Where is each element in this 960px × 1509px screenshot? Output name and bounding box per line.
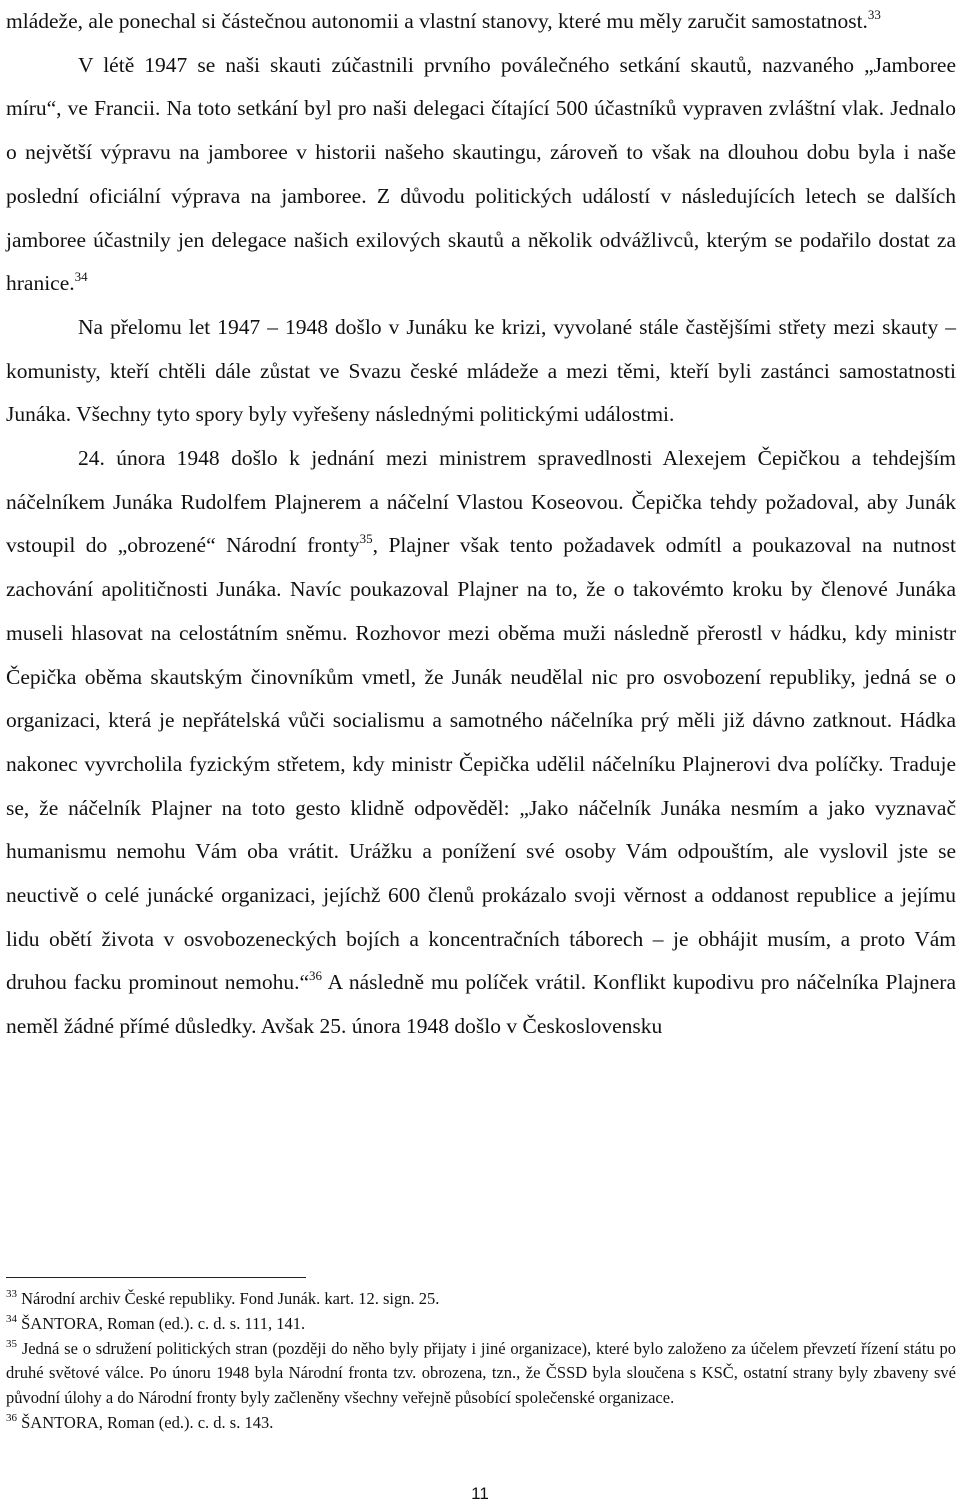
footnote-36: $^{36}$ ŠANTORA, Roman (ed.). c. d. s. 143. <box>6 1411 274 1432</box>
footnote-33: $^{33}$ Národní archiv České republiky. Fond Junák. kart. 12. sign. 25. <box>6 1288 440 1308</box>
footnotes <box>6 1287 956 1436</box>
footnote-ref-34: 34 <box>74 269 88 285</box>
footnote-ref-33: 33 <box>867 7 881 22</box>
paragraph-2: V létě 1947 se naši skauti zúčastnili prvního poválečného setkání skautů, nazvaného „Jamboree míru“, ve Francii. Na toto setkání byl pro naši delegaci čítající 500 účastníků vypraven zvláštní vlak. Jednalo o největší výpravu na jamboree v historii našeho skautingu, zároveň to však na dlouhou dobu byla i naše poslední oficiální výprava na jamboree. Z důvodu politických událostí v následujících letech se dalších jamboree účastnily jen delegace našich exilových skautů a několik odvážlivců, kterým se podařilo dostat za hranice.$^{34}$ <box>6 52 956 296</box>
footnote-ref-36: 36 <box>309 968 322 984</box>
footnote-separator <box>6 1277 306 1278</box>
paragraph-3: Na přelomu let 1947 – 1948 došlo v Junáku ke krizi, vyvolané stále častějšími střety mezi skauty – komunisty, kteří chtěli dále zůstat ve Svazu české mládeže a mezi těmi, kteří byli zastánci samostatnosti Junáka. Všechny tyto spory byly vyřešeny následnými politickými událostmi. <box>6 314 956 427</box>
body-text <box>6 0 956 1049</box>
paragraph-4: 24. února 1948 došlo k jednání mezi ministrem spravedlnosti Alexejem Čepičkou a tehdejším náčelníkem Junáka Rudolfem Plajnerem a náčelní Vlastou Koseovou. Čepička tehdy požadoval, aby Junák vstoupil do „obrozené“ Národní fronty$^{35}$, Plajner však tento požadavek odmítl a poukazoval na nutnost zachování apolitičnosti Junáka. Navíc poukazoval Plajner na to, že o takovémto kroku by členové Junáka museli hlasovat na celostátním sněmu. Rozhovor mezi oběma muži následně přerostl v hádku, kdy ministr Čepička oběma skautským činovníkům vmetl, že Junák neudělal nic pro osvobození republiky, jedná se o organizaci, která je nepřátelská vůči socialismu a samotného náčelníka prý měli již dávno zatknout. Hádka nakonec vyvrcholila fyzickým střetem, kdy ministr Čepička udělil náčelníku Plajnerovi dva políčky. Traduje se, že náčelník Plajner na toto gesto klidně odpověděl: „Jako náčelník Junáka nesmím a jako vyznavač humanismu nemohu Vám oba vrátit. Urážku a ponížení své osoby Vám odpouštím, ale vyslovil jste se neuctivě o celé junácké organizaci, jejíchž 600 členů prokázalo svoji věrnost a oddanost republice a jejímu lidu obětí života v osvobozeneckých bojích a koncentračních táborech – je obhájit musím, a proto Vám druhou facku prominout nemohu.“$^{36}$ A následně mu políček vrátil. Konflikt kupodivu pro náčelníka Plajnera neměl žádné přímé důsledky. Avšak 25. února 1948 došlo v Československu <box>6 446 956 1039</box>
paragraph-1: mládeže, ale ponechal si částečnou autonomii a vlastní stanovy, které mu měly zaručit samostatnost.$^{33}$ <box>6 7 881 33</box>
footnote-ref-35: 35 <box>359 531 373 547</box>
footnote-34: $^{34}$ ŠANTORA, Roman (ed.). c. d. s. 111, 141. <box>6 1312 306 1333</box>
footnote-35: $^{35}$ Jedná se o sdružení politických stran (později do něho byly přijaty i jiné organizace), které bylo založeno za účelem převzetí řízení státu po druhé světové válce. Po únoru 1948 byla Národní fronta tzv. obrozena, tzn., že ČSSD byla sloučena s KSČ, ostatní strany byly zbaveny své původní úlohy a do Národní fronty byly začleněny všechny veřejně působící společenské organizace. <box>6 1337 957 1408</box>
page-number: 11 <box>471 1484 489 1503</box>
